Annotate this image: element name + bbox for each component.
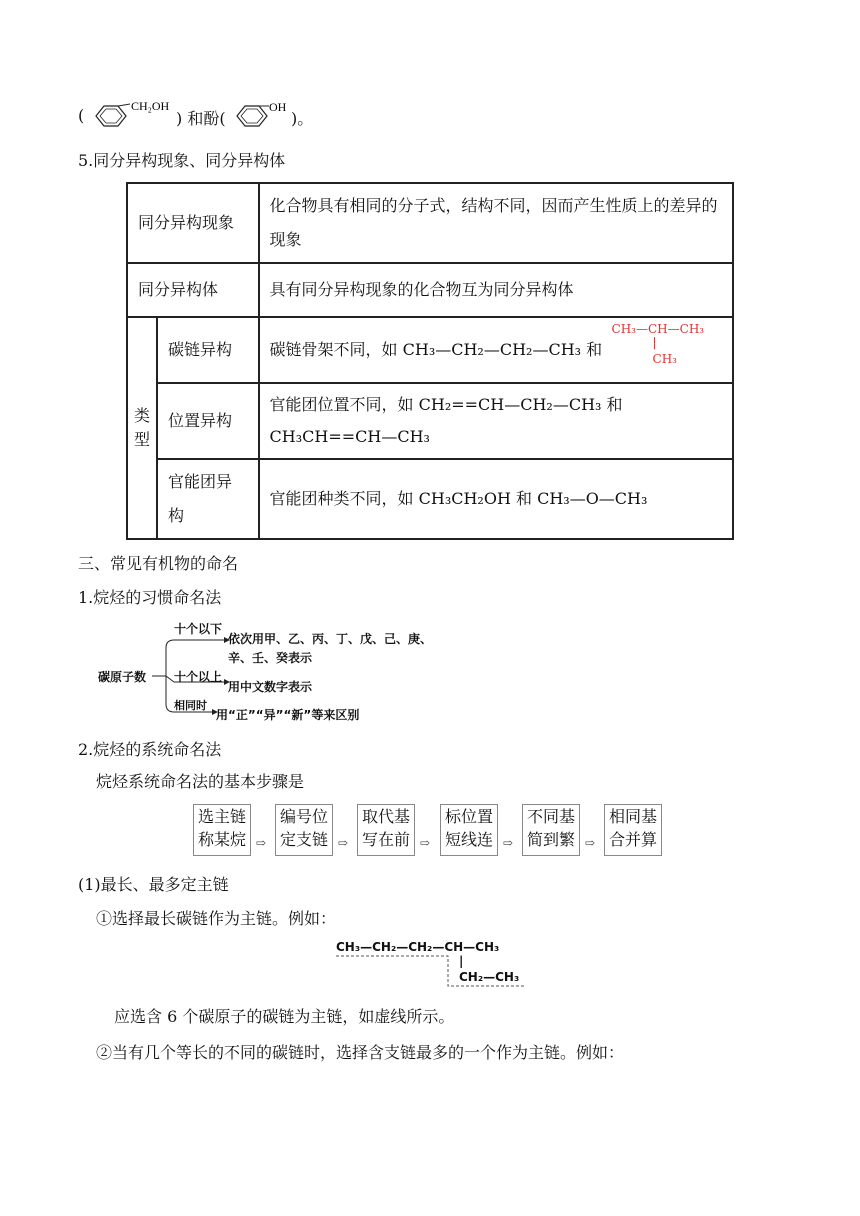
- benzyl-alcohol-structure: [86, 100, 182, 132]
- tree-branch1-text-b: 辛、壬、癸表示: [228, 651, 313, 665]
- tree-branch2-label: 十个以上: [174, 670, 223, 684]
- step-3-line-a: 取代基: [362, 807, 411, 826]
- func-text: 官能团种类不同，如 CH₃CH₂OH 和 CH₃—O—CH₃: [259, 459, 733, 539]
- step-2-line-b: 定支链: [280, 830, 329, 849]
- row2-label: 同分异构体: [127, 263, 259, 317]
- arrow-icon: ⇨: [256, 836, 267, 850]
- step-5-line-b: 简到繁: [527, 830, 576, 849]
- carbon-label: 碳链异构: [157, 317, 259, 383]
- position-text-2: CH₃CH==CH—CH₃: [269, 427, 430, 446]
- step-6-line-b: 合并算: [609, 830, 658, 849]
- tree-branch3-text: 用“正”“异”“新”等来区别: [216, 708, 360, 722]
- chain-dashed-outline: [334, 952, 530, 992]
- section5-title: 5.同分异构现象、同分异构体: [78, 151, 286, 170]
- step-1-line-b: 称某烷: [198, 830, 247, 849]
- chain-bond: |: [459, 954, 464, 968]
- type-label: 类型: [127, 317, 157, 539]
- row2-text: 具有同分异构现象的化合物互为同分异构体: [259, 263, 733, 317]
- rule2: ②当有几个等长的不同的碳链时，选择含支链最多的一个作为主链。例如：: [96, 1043, 625, 1062]
- carbon-text: 碳链骨架不同，如 CH₃—CH₂—CH₂—CH₃ 和: [269, 340, 603, 359]
- step-4: [440, 804, 498, 856]
- position-text-1: 官能团位置不同，如 CH₂==CH—CH₂—CH₃ 和: [269, 395, 623, 414]
- isomer-table: [126, 182, 734, 540]
- rule1-note: 应选含 6 个碳原子的碳链为主链，如虚线所示。: [114, 1007, 455, 1026]
- position-cell: [259, 383, 733, 459]
- arrow-icon: ⇨: [338, 836, 349, 850]
- sub2-title: 2.烷烃的系统命名法: [78, 740, 222, 759]
- rule1: ①选择最长碳链作为主链。例如：: [96, 909, 337, 928]
- func-label: 官能团异构: [157, 459, 259, 539]
- tree-branch2-text: 用中文数字表示: [228, 680, 313, 694]
- step-1: [193, 804, 251, 856]
- phenol-label: OH: [269, 100, 287, 114]
- steps-intro: 烷烃系统命名法的基本步骤是: [96, 772, 305, 791]
- tree-root: 碳原子数: [98, 670, 147, 684]
- carbon-struct-bottom: CH₃: [652, 352, 677, 366]
- step-1-line-a: 选主链: [198, 807, 247, 826]
- tree-branch1-label: 十个以下: [174, 622, 223, 636]
- step-5-line-a: 不同基: [527, 807, 576, 826]
- step-6: [604, 804, 662, 856]
- sub1-title: 1.烷烃的习惯命名法: [78, 588, 222, 607]
- row1-label: 同分异构现象: [127, 183, 259, 263]
- phenol-structure: [233, 100, 295, 132]
- chain-main: CH₃—CH₂—CH₂—CH—CH₃: [336, 940, 500, 954]
- chain-branch: CH₂—CH₃: [459, 970, 520, 984]
- intro-mid: ) 和酚(: [176, 109, 226, 128]
- step-3: [357, 804, 415, 856]
- benzyl-label: CH₂OH: [131, 100, 170, 113]
- row1-text: 化合物具有相同的分子式，结构不同，因而产生性质上的差异的现象: [259, 183, 733, 263]
- part1-title: (1)最长、最多定主链: [78, 875, 229, 894]
- step-2: [275, 804, 333, 856]
- intro-line: [78, 106, 84, 125]
- carbon-cell: [259, 317, 733, 383]
- intro-end: )。: [291, 109, 314, 128]
- tree-branch1-text-a: 依次用甲、乙、丙、丁、戊、己、庚、: [228, 632, 433, 646]
- step-4-line-b: 短线连: [445, 830, 494, 849]
- arrow-icon: ⇨: [420, 836, 431, 850]
- tree-branch3-label: 相同时: [174, 699, 207, 712]
- step-2-line-a: 编号位: [280, 807, 329, 826]
- intro-open: (: [78, 106, 85, 125]
- step-3-line-b: 写在前: [362, 830, 411, 849]
- section3-title: 三、常见有机物的命名: [78, 554, 239, 573]
- carbon-struct-bond: |: [652, 335, 657, 349]
- step-5: [522, 804, 580, 856]
- step-4-line-a: 标位置: [445, 807, 494, 826]
- carbon-struct-top: CH₃—CH—CH₃: [611, 322, 705, 336]
- arrow-icon: ⇨: [503, 836, 514, 850]
- step-6-line-a: 相同基: [609, 807, 658, 826]
- position-label: 位置异构: [157, 383, 259, 459]
- arrow-icon: ⇨: [585, 836, 596, 850]
